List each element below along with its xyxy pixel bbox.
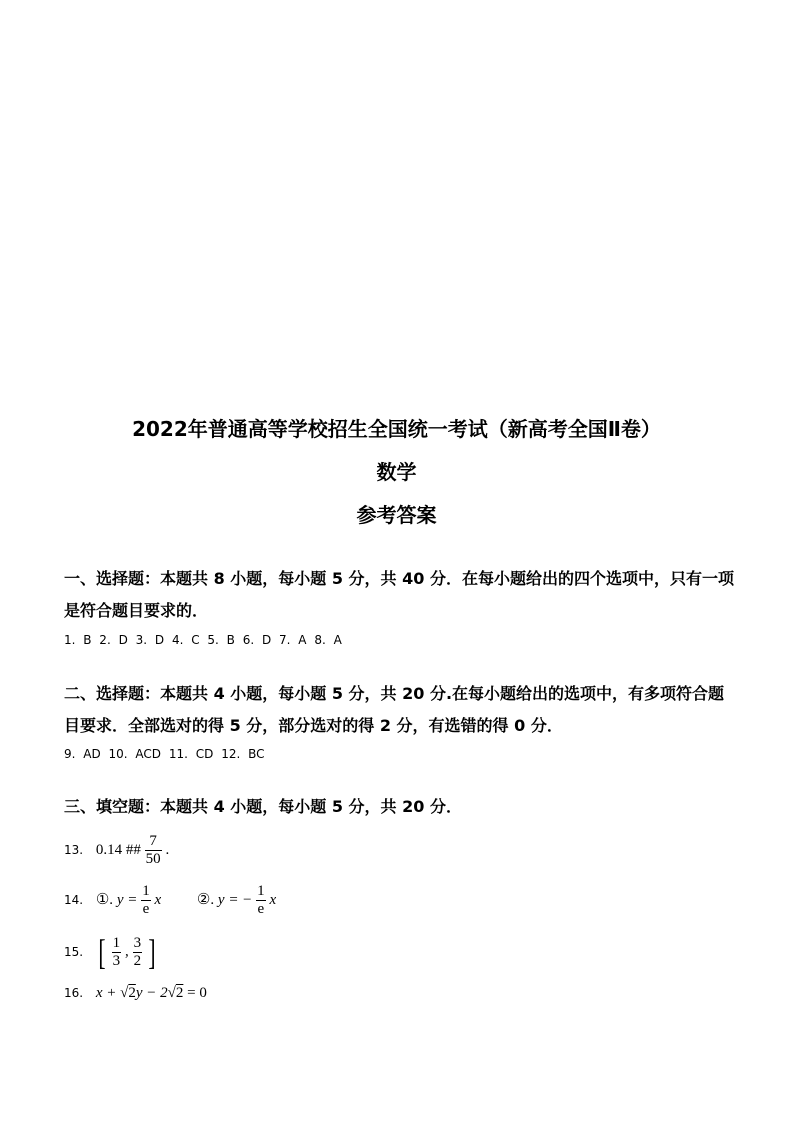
section2-heading: 二、选择题：本题共 4 小题，每小题 5 分，共 20 分.在每小题给出的选项中，有多项符合题目要求．全部选对的得 5 分，部分选对的得 2 分，有选错的得 0 分． <box>64 684 725 735</box>
section2-answers: 9. AD 10. ACD 11. CD 12. BC <box>64 747 265 761</box>
sqrt-sign: √ <box>120 985 129 1001</box>
subject-title: 数学 <box>376 460 417 484</box>
fraction-numerator: 1 <box>142 883 150 899</box>
answer-15 <box>64 933 158 971</box>
sqrt-sign: √ <box>167 985 176 1001</box>
fraction-numerator: 1 <box>112 934 121 951</box>
answer-16 <box>64 985 207 1002</box>
interval-upper-fraction <box>133 935 143 970</box>
part2-var: x <box>269 892 277 908</box>
answer-subtitle: 参考答案 <box>356 503 437 527</box>
fraction-numerator: 3 <box>133 934 142 951</box>
answer-13-value: 0.14 ## <box>95 842 141 858</box>
eq-part-e: = 0 <box>183 985 207 1001</box>
part1-fraction <box>141 883 151 918</box>
question-number: 15. <box>64 944 84 959</box>
answer-13-end: . <box>165 842 170 858</box>
question-number: 13. <box>64 843 84 857</box>
part1-marker: ①. <box>95 892 114 908</box>
left-bracket: [ <box>98 932 106 972</box>
part1-lhs: y = <box>116 892 138 908</box>
answer-13-fraction <box>145 833 162 868</box>
part2-fraction <box>256 883 266 918</box>
question-number: 16. <box>64 986 84 1000</box>
fraction-denominator: 2 <box>133 952 142 969</box>
fraction-denominator: e <box>142 901 150 917</box>
eq-part-c: y − 2 <box>135 985 168 1001</box>
answer-14 <box>64 883 276 918</box>
fraction-denominator: e <box>257 901 265 917</box>
sqrt-radicand: 2 <box>128 985 136 1001</box>
right-bracket: ] <box>148 932 156 972</box>
part2-marker: ②. <box>196 892 215 908</box>
section1-answers: 1. B 2. D 3. D 4. C 5. B 6. D 7. A 8. A <box>64 633 342 647</box>
fraction-numerator: 7 <box>145 833 162 851</box>
exam-title: 2022年普通高等学校招生全国统一考试（新高考全国Ⅱ卷） <box>132 417 661 441</box>
answer-13 <box>64 833 169 868</box>
fraction-denominator: 3 <box>112 952 121 969</box>
interval-comma: , <box>124 943 129 960</box>
part1-var: x <box>154 892 162 908</box>
interval-lower-fraction <box>112 935 122 970</box>
question-number: 14. <box>64 893 84 907</box>
part2-lhs: y = − <box>217 892 253 908</box>
fraction-denominator: 50 <box>145 851 161 867</box>
sqrt-radicand: 2 <box>175 985 184 1001</box>
fraction-numerator: 1 <box>257 883 265 899</box>
section1-heading: 一、选择题：本题共 8 小题，每小题 5 分，共 40 分．在每小题给出的四个选项中，只有一项是符合题目要求的． <box>64 569 734 620</box>
section3-heading: 三、填空题：本题共 4 小题，每小题 5 分，共 20 分． <box>64 797 462 816</box>
eq-part-a: x + <box>95 985 121 1001</box>
